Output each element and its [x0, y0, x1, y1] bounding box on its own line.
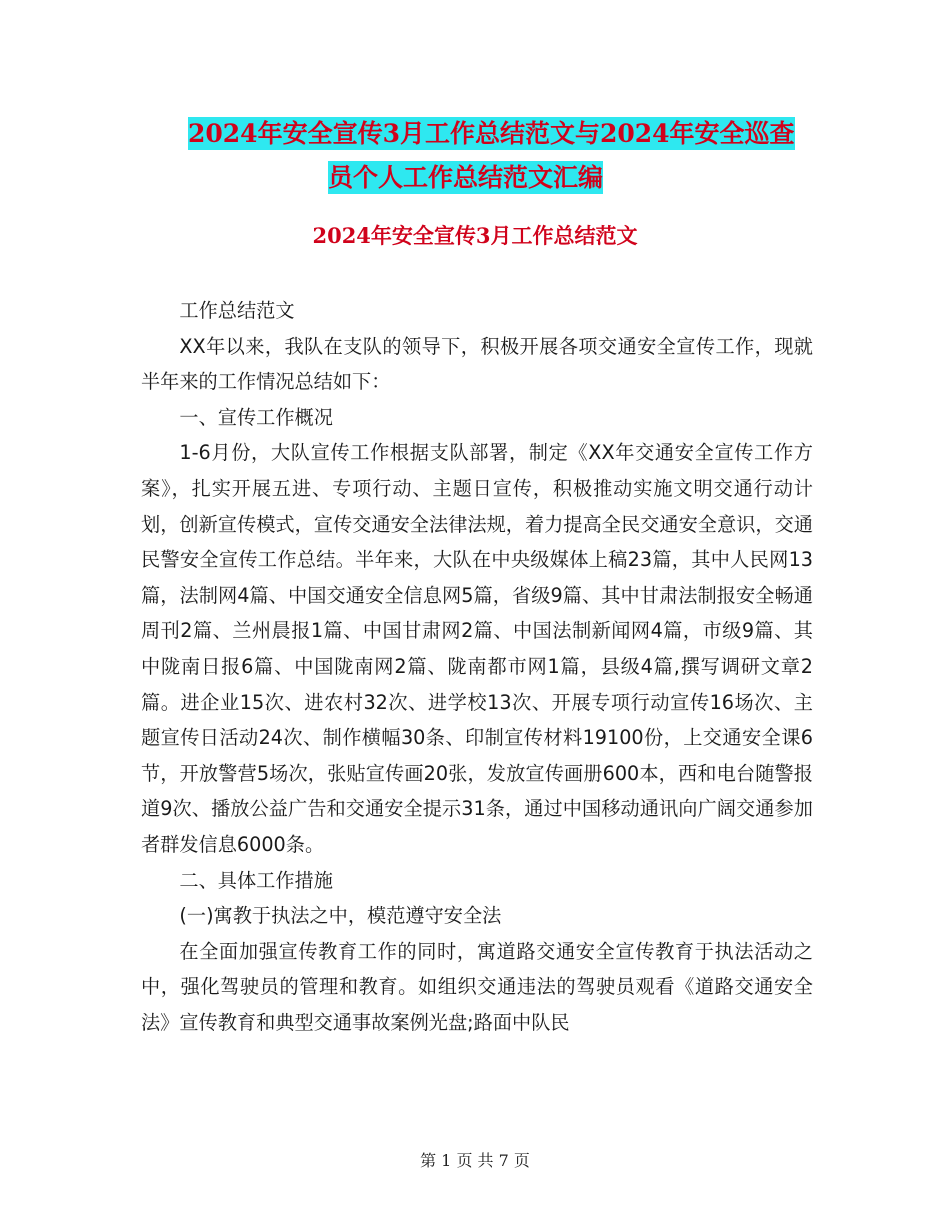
paragraph: 工作总结范文	[179, 299, 295, 322]
paragraph: 在全面加强宣传教育工作的同时，寓道路交通安全宣传教育于执法活动之中，强化驾驶员的管理和教育。如组织交通违法的驾驶员观看《道路交通安全法》宣传教育和典型交通事故案例光盘;路面中队民	[141, 939, 813, 1034]
document-title	[140, 112, 810, 200]
paragraph: 1-6月份，大队宣传工作根据支队部署，制定《XX年交通安全宣传工作方案》，扎实开展五进、专项行动、主题日宣传，积极推动实施文明交通行动计划，创新宣传模式，宣传交通安全法律法规，着力提高全民交通安全意识，交通民警安全宣传工作总结。半年来，大队在中央级媒体上稿23篇，其中人民网13篇，法制网4篇、中国交通安全信息网5篇，省级9篇、其中甘肃法制报安全畅通周刊2篇、兰州晨报1篇、中国甘肃网2篇、中国法制新闻网4篇，市级9篇、其中陇南日报6篇、中国陇南网2篇、陇南都市网1篇，县级4篇,撰写调研文章2篇。进企业15次、进农村32次、进学校13次、开展专项行动宣传16场次、主题宣传日活动24次、制作横幅30条、印制宣传材料19100份，上交通安全课6节，开放警营5场次，张贴宣传画20张，发放宣传画册600本，西和电台随警报道9次、播放公益广告和交通安全提示31条，通过中国移动通讯向广阔交通参加者群发信息6000条。	[141, 441, 813, 856]
paragraph: 二、具体工作措施	[179, 868, 333, 892]
document-title-line-1	[140, 112, 810, 156]
section-title: 2024年安全宣传3月工作总结范文	[312, 223, 638, 248]
document-body	[141, 293, 813, 1040]
paragraph: XX年以来，我队在支队的领导下，积极开展各项交通安全宣传工作，现就半年来的工作情况总结如下：	[141, 334, 813, 394]
document-title-line-2	[140, 156, 810, 200]
paragraph: 一、宣传工作概况	[179, 405, 333, 429]
title-highlight: 2024年安全宣传3月工作总结范文与2024年安全巡查	[188, 119, 795, 148]
page-footer: 第 1 页 共 7 页	[420, 1151, 530, 1170]
paragraph: (一)寓教于执法之中，模范遵守安全法	[179, 904, 502, 928]
title-highlight: 员个人工作总结范文汇编	[328, 163, 604, 192]
